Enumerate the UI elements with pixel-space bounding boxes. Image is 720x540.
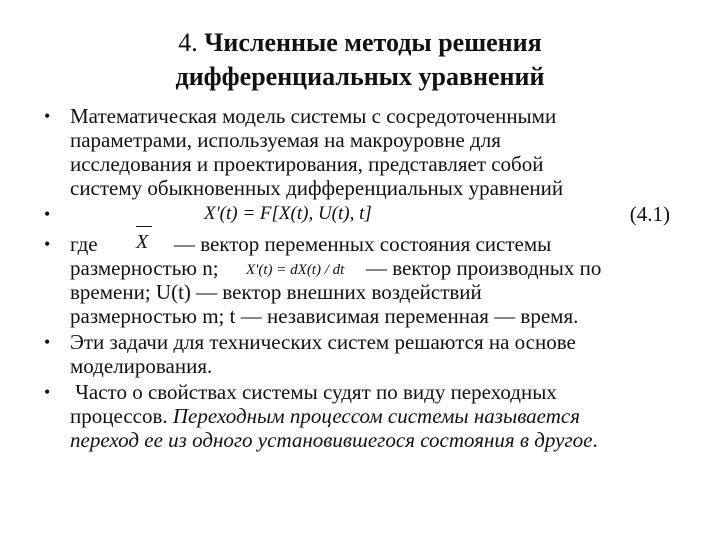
bullet-dot: • [44, 332, 51, 352]
bullet-dot: • [44, 106, 51, 126]
bullet-3-line-2 [70, 256, 670, 280]
equation-4-1: X'(t) = F[X(t), U(t), t] [204, 203, 372, 224]
bullet-3-line-4: размерностью m; t — независимая переменная — время. [70, 304, 579, 328]
title-text-2: дифференциальных уравнений [175, 62, 545, 91]
bullet-3-line-1 [70, 232, 670, 256]
sentence-end: . [592, 428, 598, 452]
bullet-4 [70, 330, 670, 378]
bullet-1-line-2: параметрами, используемая на макроуровне для [70, 128, 501, 152]
bullet-dot: • [44, 382, 51, 402]
bullet-2 [70, 202, 670, 228]
state-vector-letter: X [136, 231, 149, 253]
bullet-5-line-2 [70, 404, 670, 428]
state-vector-desc: — вектор переменных состояния системы [174, 232, 552, 256]
bullet-5-line-3 [70, 428, 670, 452]
bullet-5 [70, 380, 670, 452]
bullet-dot: • [44, 234, 51, 254]
dimension-n: размерностью n; [70, 256, 219, 280]
derivative-desc: — вектор производных по [366, 256, 602, 280]
where-word: где [70, 232, 98, 256]
bullet-1-line-4: систему обыкновенных дифференциальных уравнений [70, 176, 564, 200]
bullet-4-line-2: моделирования. [70, 354, 213, 378]
bullet-5-line-2-text: процессов. [70, 404, 173, 428]
title-line-1 [0, 26, 720, 60]
bullet-1 [70, 104, 670, 200]
bullet-3-line-3: времени; U(t) — вектор внешних воздействий [70, 280, 482, 304]
slide-title [0, 26, 720, 94]
equation-number: (4.1) [629, 202, 670, 226]
title-text-1: Численные методы решения [204, 28, 542, 57]
bullet-4-line-1: Эти задачи для технических систем решаются на основе [70, 330, 576, 354]
bullet-1-line-3: исследования и проектирования, представляет собой [70, 152, 544, 176]
definition-italic-1: Переходным процессом системы называется [172, 404, 580, 428]
derivative-formula: X'(t) = dX(t) / dt [246, 262, 345, 278]
bullet-1-line-1: Математическая модель системы с сосредоточенными [70, 104, 557, 128]
bullet-3 [70, 232, 670, 328]
definition-italic-2: переход ее из одного установившегося состояния в другое [70, 428, 593, 452]
title-number: 4. [178, 28, 198, 57]
state-vector-symbol [136, 230, 148, 254]
title-line-2 [0, 60, 720, 94]
bullet-5-line-1: Часто о свойствах системы судят по виду переходных [70, 380, 557, 404]
bullet-dot: • [44, 204, 51, 224]
